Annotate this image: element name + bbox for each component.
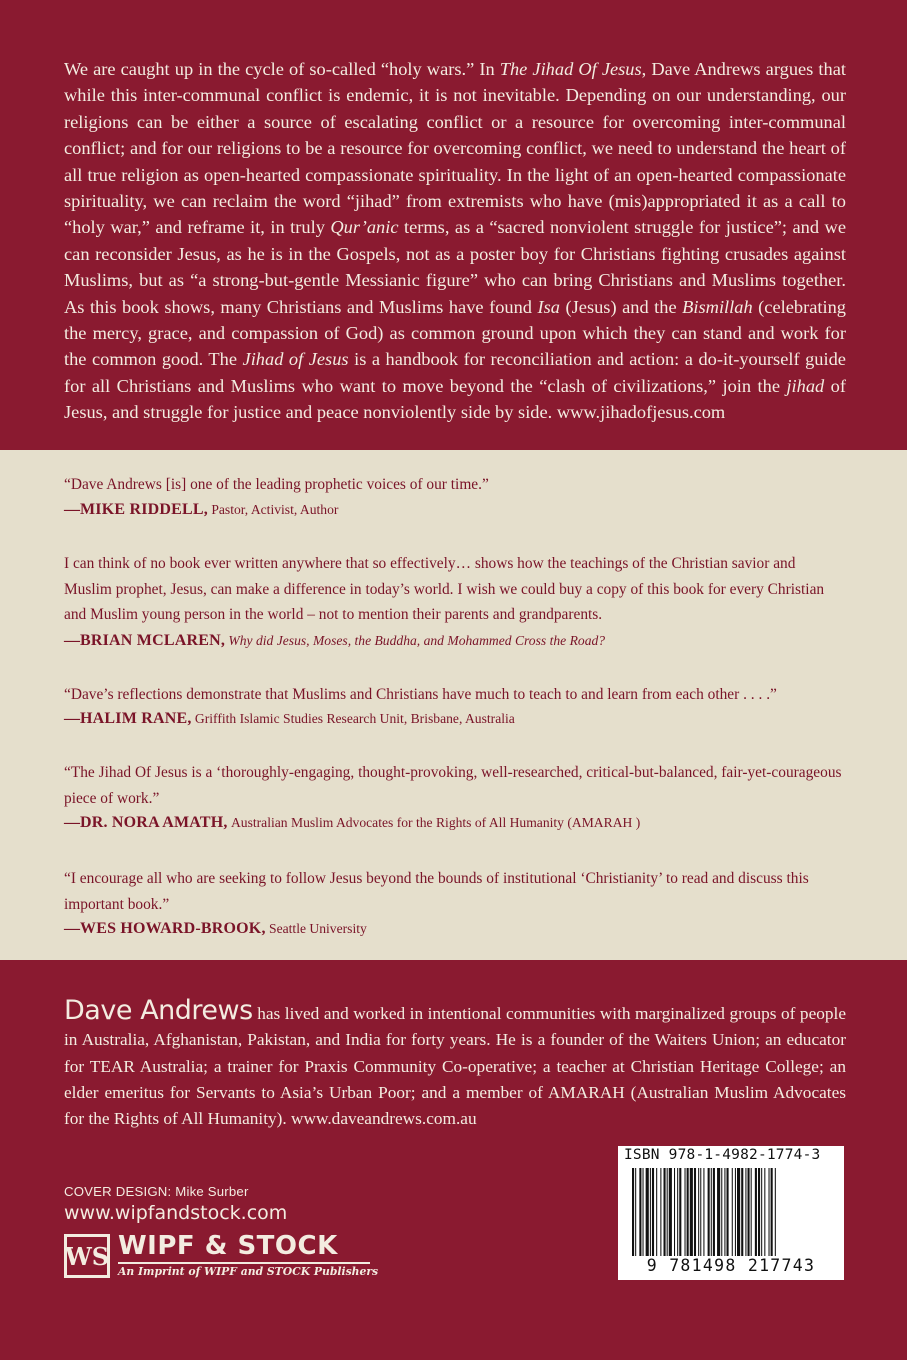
barcode-bar (650, 1168, 651, 1256)
blurb-term: jihad (786, 375, 825, 396)
barcode-bar (764, 1168, 765, 1256)
blurb-text: We are caught up in the cycle of so-called “holy wars.” In (64, 59, 500, 79)
barcode-bar (690, 1168, 693, 1256)
blurb-text: (Jesus) and the (560, 296, 683, 317)
blurb-term: Qur’anic (330, 217, 399, 238)
endorser-name: DR. NORA AMATH, (80, 814, 228, 831)
blurb-text: terms, as a “sacred nonviolent struggle for justice”; and we can reconsider Jesus, as he is in the Gospels, not as a poster boy for Christians fighting crusades against Muslims, but as “a strong-but-gentle Messianic figure” who can bring Christians and Muslims together. As this book shows, many Christians and Muslims have found (64, 217, 846, 317)
barcode-bar (751, 1168, 752, 1256)
logo-letters: WS (64, 1242, 110, 1271)
endorsement-attribution (64, 919, 846, 939)
blurb-term: Isa (537, 296, 560, 317)
isbn-barcode (618, 1146, 844, 1280)
barcode-bar (755, 1168, 757, 1256)
endorsement-quote: I can think of no book ever written anywhere that so effectively… shows how the teachings of the Christian savior and Muslim prophet, Jesus, can make a difference in today’s world. I wish we could buy a copy of this book for every Christian and Muslim young person in the world – not to mention their parents and grandparents. (64, 555, 825, 623)
author-bio (64, 995, 846, 1132)
barcode-bar (771, 1168, 773, 1256)
attribution-dash: — (64, 631, 80, 649)
barcode-bar (632, 1168, 634, 1256)
barcode-bar (674, 1168, 675, 1256)
barcode-bar (721, 1168, 722, 1256)
barcode-bar (732, 1168, 733, 1256)
barcode-bar (643, 1168, 644, 1256)
attribution-dash: — (64, 920, 80, 937)
endorsement (64, 682, 846, 729)
barcode-bar (761, 1168, 762, 1256)
endorser-affiliation: Pastor, Activist, Author (211, 501, 339, 517)
barcode-bar (687, 1168, 689, 1256)
blurb-title: Jihad of Jesus (242, 349, 349, 370)
barcode-bar (700, 1168, 701, 1256)
endorsement-attribution (64, 500, 846, 520)
endorser-name: MIKE RIDDELL, (80, 500, 208, 518)
barcode-bar (737, 1168, 740, 1256)
barcode-bar (694, 1168, 696, 1256)
barcode-bar (679, 1168, 681, 1256)
endorsement-attribution (64, 631, 846, 651)
publisher-website: www.wipfandstock.com (64, 1202, 288, 1224)
barcode-bar (698, 1168, 699, 1256)
blurb-title: The Jihad Of Jesus (499, 59, 642, 79)
barcode-digits: 9 781498 217743 (646, 1256, 816, 1275)
endorsements-panel (0, 450, 907, 960)
blurb-website: www.jihadofjesus.com (556, 402, 726, 423)
barcode-bar (639, 1168, 641, 1256)
endorsement (64, 472, 846, 520)
author-bio-text: has lived and worked in intentional communities with marginalized groups of people in Australia, Afghanistan, Pakistan, and India for forty years. He is a founder of the Waiters Union; an educator for TEAR Australia; a trainer for Praxis Community Co-operative; a teacher at Christian Heritage College; an elder emeritus for Servants to Asia’s Urban Poor; and a member of AMARAH (Australian Muslim Advocates for the Rights of All Humanity). www.daveandrews.com.au (64, 1004, 846, 1129)
barcode-bar (717, 1168, 720, 1256)
book-blurb (64, 56, 846, 426)
ws-logo-icon (64, 1234, 110, 1278)
attribution-dash: — (64, 709, 80, 727)
barcode-bar (741, 1168, 743, 1256)
endorser-affiliation: Seattle University (269, 921, 367, 936)
barcode-bar (669, 1168, 672, 1256)
endorsement (64, 551, 846, 651)
endorsement-attribution (64, 813, 846, 833)
barcode-bar (711, 1168, 712, 1256)
barcode-bar (646, 1168, 649, 1256)
attribution-dash: — (64, 814, 80, 831)
barcode-bar (652, 1168, 654, 1256)
barcode-bar (664, 1168, 666, 1256)
barcode-bar (667, 1168, 668, 1256)
publisher-name: WIPF & STOCK (118, 1231, 338, 1261)
isbn-label: ISBN 978-1-4982-1774-3 (624, 1147, 821, 1163)
attribution-dash: — (64, 500, 80, 518)
barcode-bar (703, 1168, 704, 1256)
endorsement-quote: “The Jihad Of Jesus is a ‘thoroughly-engaging, thought-provoking, well-researched, critical-but-balanced, fair-yet-courageous piece of work.” (64, 764, 842, 807)
endorser-affiliation: Griffith Islamic Studies Research Unit, Brisbane, Australia (194, 710, 515, 726)
endorsement-quote: “I encourage all who are seeking to follow Jesus beyond the bounds of institutional ‘Christianity’ to read and discuss this important book.” (64, 870, 809, 913)
credit-designer: Mike Surber (175, 1184, 249, 1199)
barcode-bar (735, 1168, 736, 1256)
endorsement (64, 866, 846, 939)
barcode-bar (660, 1168, 661, 1256)
blurb-text: , Dave Andrews argues that while this inter-communal conflict is endemic, it is not inevitable. Depending on our understanding, our religions can be either a source of escalating conflict or a resource for overcoming inter-communal conflict; and for our religions to be a resource for overcoming conflict, we need to understand the heart of all true religion as open-hearted compassionate spirituality. In the light of an open-hearted compassionate spirituality, we can reclaim the word “jihad” from extremists who have (mis)appropriated it as a call to “holy war,” and reframe it, in truly (64, 59, 846, 238)
barcode-bar (724, 1168, 725, 1256)
blurb-text: of Jesus, and struggle for justice and peace nonviolently side by side. (64, 375, 846, 423)
blurb-term: Bismillah (682, 296, 753, 317)
credit-label: COVER DESIGN: (64, 1184, 172, 1199)
endorser-affiliation: Australian Muslim Advocates for the Rights of All Humanity (AMARAH ) (230, 815, 641, 830)
barcode-bar (745, 1168, 746, 1256)
endorser-name: HALIM RANE, (80, 709, 192, 727)
endorser-name: WES HOWARD-BROOK, (80, 920, 266, 937)
barcode-bar (775, 1168, 776, 1256)
endorsement-attribution (64, 709, 846, 729)
barcode-bar (748, 1168, 750, 1256)
barcode-bar (677, 1168, 678, 1256)
barcode-bar (758, 1168, 760, 1256)
barcode-bar (708, 1168, 710, 1256)
publisher-divider (118, 1262, 370, 1264)
publisher-imprint: An Imprint of WIPF and STOCK Publishers (118, 1265, 379, 1278)
blurb-text: is a handbook for reconciliation and action: a do-it-yourself guide for all Christians and Muslims who want to move beyond the “clash of civilizations,” join the (64, 349, 846, 396)
blurb-text: (celebrating the mercy, grace, and compassion of God) as common ground upon which they can stand and work for the common good. The (64, 296, 846, 370)
author-name: Dave Andrews (64, 995, 253, 1026)
barcode-bar (656, 1168, 657, 1256)
barcode-bar (685, 1168, 686, 1256)
barcode-bar (727, 1168, 729, 1256)
cover-design-credit (64, 1184, 249, 1199)
barcode-bars (624, 1168, 838, 1256)
publisher-logo (64, 1232, 384, 1280)
barcode-bar (635, 1168, 636, 1256)
endorsement-quote: “Dave’s reflections demonstrate that Muslims and Christians have much to teach to and learn from each other . . . .” (64, 686, 777, 703)
barcode-bar (713, 1168, 715, 1256)
endorser-name: BRIAN MCLAREN, (80, 631, 226, 649)
barcode-bar (769, 1168, 770, 1256)
endorsement (64, 760, 846, 833)
endorser-affiliation: Why did Jesus, Moses, the Buddha, and Mohammed Cross the Road? (228, 632, 606, 648)
endorsement-quote: “Dave Andrews [is] one of the leading prophetic voices of our time.” (64, 476, 489, 493)
